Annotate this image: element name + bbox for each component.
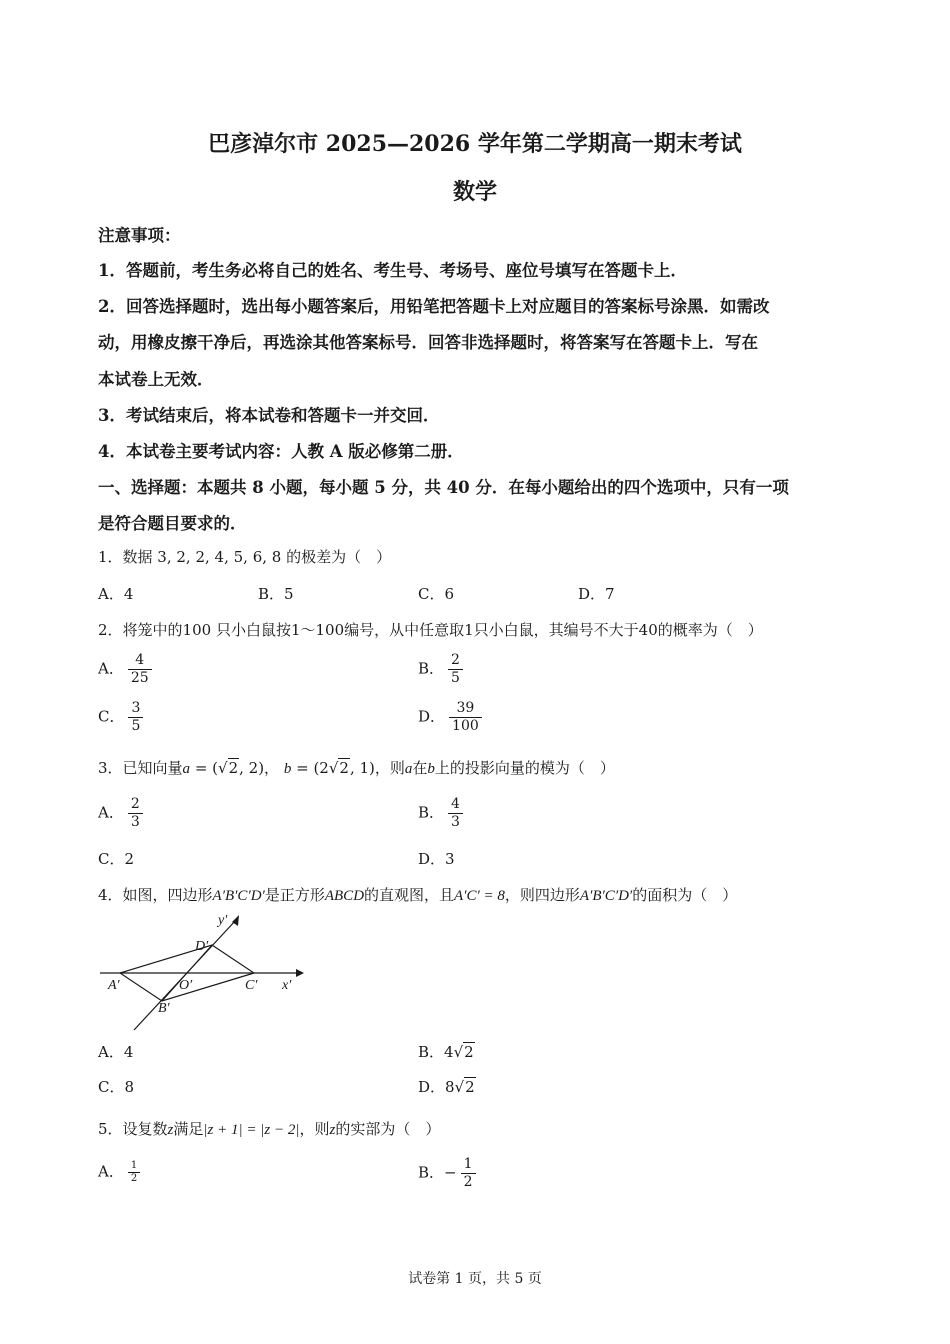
question-1-option-c: C．6 xyxy=(418,585,455,603)
notice-item-2-line-1: 2．回答选择题时，选出每小题答案后，用铅笔把答题卡上对应题目的答案标号涂黑．如需改 xyxy=(98,297,770,316)
notice-item-2-line-2: 动，用橡皮擦干净后，再选涂其他答案标号．回答非选择题时，将答案写在答题卡上．写在 xyxy=(98,333,758,352)
question-5-option-b: B．− $\frac{1}{2}$ xyxy=(418,1156,476,1191)
question-2-option-c: C． $\frac{3}{5}$ xyxy=(98,700,143,735)
question-1-option-d: D．7 xyxy=(578,585,615,603)
question-4-stem: 4．如图，四边形A′B′C′D′是正方形ABCD的直观图，且A′C′ = 8，则四边形A′B′C′D′的面积为（ ） xyxy=(98,886,738,904)
question-1-option-a: A．4 xyxy=(98,585,134,603)
figure-oblique-projection xyxy=(98,908,308,1033)
label-b: B′ xyxy=(158,1001,170,1016)
y-axis-arrow xyxy=(232,915,239,926)
notice-item-4: 4．本试卷主要考试内容：人教 A 版必修第二册． xyxy=(98,442,464,461)
notice-heading: 注意事项： xyxy=(98,226,181,245)
notice-item-1: 1．答题前，考生务必将自己的姓名、考生号、考场号、座位号填写在答题卡上． xyxy=(98,261,687,280)
question-2-option-a: A． $\frac{4}{25}$ xyxy=(98,652,152,687)
question-3-option-a: A． $\frac{2}{3}$ xyxy=(98,796,143,831)
subject-title: 数学 xyxy=(452,179,497,205)
label-o: O′ xyxy=(179,978,193,993)
question-1-option-b: B．5 xyxy=(258,585,294,603)
notice-item-3: 3．考试结束后，将本试卷和答题卡一并交回． xyxy=(98,406,440,425)
page-footer: 试卷第 1 页，共 5 页 xyxy=(408,1271,542,1287)
question-4-option-c: C．8 xyxy=(98,1078,135,1096)
label-y: y′ xyxy=(218,913,228,928)
question-4-option-d: D．8√2 xyxy=(418,1078,475,1096)
question-2-option-d: D． $\frac{39}{100}$ xyxy=(418,700,482,735)
question-4-option-a: A．4 xyxy=(98,1043,134,1061)
question-3-option-c: C．2 xyxy=(98,850,135,868)
question-2-option-b: B． $\frac{2}{5}$ xyxy=(418,652,463,687)
question-3-option-b: B． $\frac{4}{3}$ xyxy=(418,796,463,831)
label-a: A′ xyxy=(108,978,120,993)
section-heading-line-1: 一、选择题：本题共 8 小题，每小题 5 分，共 40 分．在每小题给出的四个选项中，只有一项 xyxy=(98,478,789,497)
section-heading-line-2: 是符合题目要求的． xyxy=(98,514,247,533)
question-1-stem: 1．数据 3, 2, 2, 4, 5, 6, 8 的极差为（ ） xyxy=(98,548,392,566)
label-x: x′ xyxy=(282,978,292,993)
x-axis-arrow xyxy=(296,969,304,977)
question-3-stem: 3．已知向量a = (√2, 2)， b = (2√2, 1)，则a在b上的投影向量的模为（ ） xyxy=(98,759,615,777)
question-5-option-a: A． $\frac{1}{2}$ xyxy=(98,1160,140,1185)
question-5-stem: 5．设复数z满足|z + 1| = |z − 2|，则z的实部为（ ） xyxy=(98,1120,441,1138)
label-d: D′ xyxy=(195,939,209,954)
question-2-stem: 2．将笼中的100 只小白鼠按1～100编号，从中任意取1只小白鼠，其编号不大于40的概率为（ ） xyxy=(98,621,763,639)
question-3-option-d: D．3 xyxy=(418,850,455,868)
label-c: C′ xyxy=(245,978,258,993)
notice-item-2-line-3: 本试卷上无效． xyxy=(98,370,214,389)
question-4-option-b: B．4√2 xyxy=(418,1043,474,1061)
page-title: 巴彦淖尔市 2025—2026 学年第二学期高一期末考试 xyxy=(208,131,742,157)
